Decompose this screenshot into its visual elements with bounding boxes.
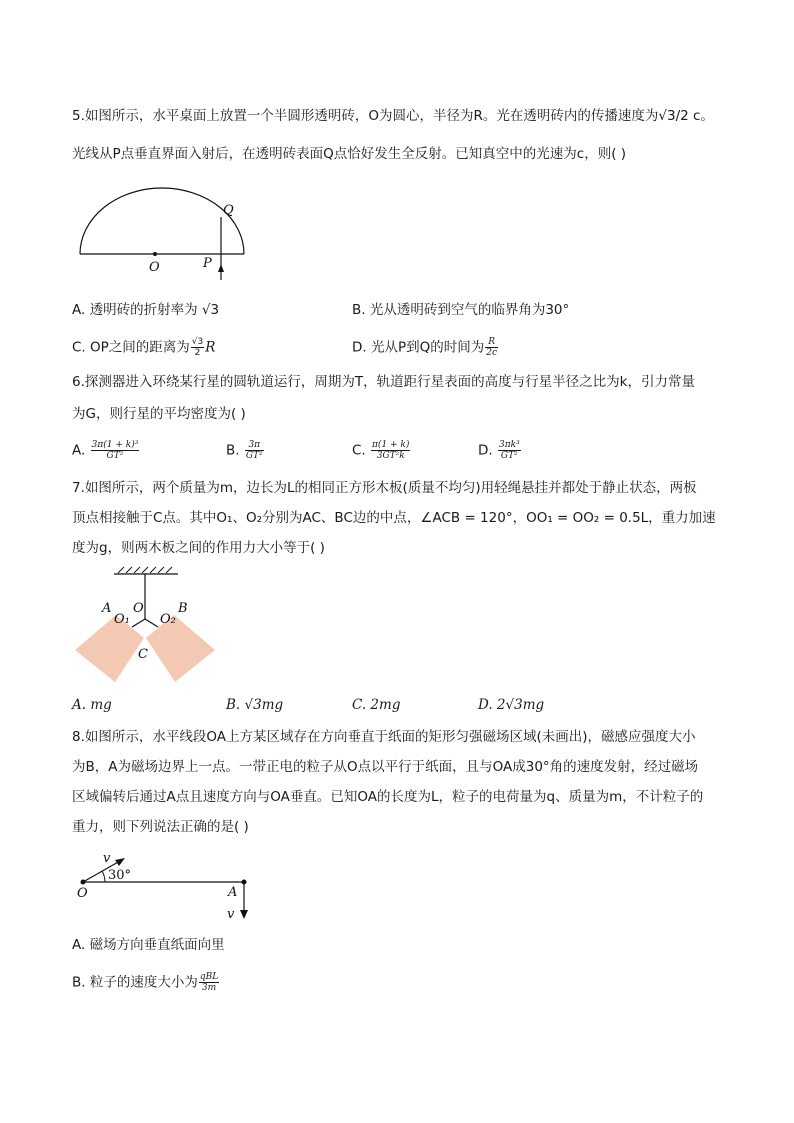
q6-option-a: A. $\frac{\text{3π(1 + k)³}}{\text{GT²}}$ xyxy=(72,440,139,461)
q5-option-a: A. 透明砖的折射率为 √3 xyxy=(72,302,220,318)
q8-label-angle: 30° xyxy=(108,868,132,883)
q8-stem-line4: 重力，则下列说法正确的是( ) xyxy=(72,819,249,835)
q7-label-o2: O₂ xyxy=(160,612,176,627)
q7-stem-line3: 度为g，则两木板之间的作用力大小等于( ) xyxy=(72,540,325,556)
q8-label-v1: v xyxy=(103,851,111,866)
q8-stem-line1: 8.如图所示，水平线段OA上方某区域存在方向垂直于纸面的矩形匀强磁场区域(未画出)，磁感应强度大小 xyxy=(72,729,696,745)
q8-stem-line3: 区域偏转后通过A点且速度方向与OA垂直。已知OA的长度为L，粒子的电荷量为q、质量为m，不计粒子的 xyxy=(72,789,704,805)
q7-hanging-boards-figure xyxy=(70,565,220,690)
q7-label-b: B xyxy=(178,601,188,616)
q8-option-a: A. 磁场方向垂直纸面向里 xyxy=(72,937,225,953)
q8-label-v2: v xyxy=(227,907,235,922)
q7-stem-line1: 7.如图所示，两个质量为m，边长为L的相同正方形木板(质量不均匀)用轻绳悬挂并都处于静止状态，两板 xyxy=(72,480,697,496)
q5-semicircle-figure xyxy=(72,180,252,280)
q7-stem-line2: 顶点相接触于C点。其中O₁、O₂分别为AC、BC边的中点，∠ACB = 120°，OO₁ = OO₂ = 0.5L，重力加速 xyxy=(72,510,716,526)
q5-stem-line1: 5.如图所示，水平桌面上放置一个半圆形透明砖，O为圆心，半径为R。光在透明砖内的传播速度为√3/2 c。 xyxy=(72,108,714,124)
q7-label-o1: O₁ xyxy=(114,612,130,627)
right-board xyxy=(146,615,215,682)
q5-label-o: O xyxy=(149,260,160,275)
q5-option-c: C. OP之间的距离为 $\frac{√3}{2}$ R xyxy=(72,337,216,358)
q6-option-c: C. $\frac{\pi(1 + k)}{\text{3GT²k}}$ xyxy=(352,440,410,461)
q8-particle-path-figure xyxy=(72,848,262,923)
q7-label-o: O xyxy=(133,601,144,616)
q5-option-b: B. 光从透明砖到空气的临界角为30° xyxy=(352,302,570,318)
q5-label-q: Q xyxy=(223,203,234,218)
q8-stem-line2: 为B，A为磁场边界上一点。一带正电的粒子从O点以平行于纸面，且与OA成30°角的速度发射，经过磁场 xyxy=(72,759,699,775)
q7-option-d: D. 2√3mg xyxy=(478,697,545,713)
left-board xyxy=(75,615,144,682)
q6-option-b: B. $\frac{3\pi}{\text{GT²}}$ xyxy=(226,440,263,461)
q7-label-c: C xyxy=(138,647,148,662)
q5-label-p: P xyxy=(203,256,212,271)
q5-stem-line2: 光线从P点垂直界面入射后，在透明砖表面Q点恰好发生全反射。已知真空中的光速为c，则( ) xyxy=(72,146,627,162)
q8-label-a: A xyxy=(228,885,238,900)
q6-stem-line1: 6.探测器进入环绕某行星的圆轨道运行，周期为T，轨道距行星表面的高度与行星半径之比为k，引力常量 xyxy=(72,374,695,390)
q8-label-o: O xyxy=(77,886,88,901)
q6-stem-line2: 为G，则行星的平均密度为( ) xyxy=(72,406,246,422)
q5-option-d: D. 光从P到Q的时间为 $\frac{R}{2c}$ xyxy=(352,337,498,358)
q7-option-c: C. 2mg xyxy=(352,697,401,713)
q7-option-b: B. √3mg xyxy=(226,697,284,713)
q7-option-a: A. mg xyxy=(72,697,112,713)
q8-option-b: B. 粒子的速度大小为 $\frac{\text{qBL}}{3m}$ xyxy=(72,972,219,993)
q6-option-d: D. $\frac{\text{3πk³}}{\text{GT²}}$ xyxy=(478,440,520,461)
q7-label-a: A xyxy=(102,601,112,616)
